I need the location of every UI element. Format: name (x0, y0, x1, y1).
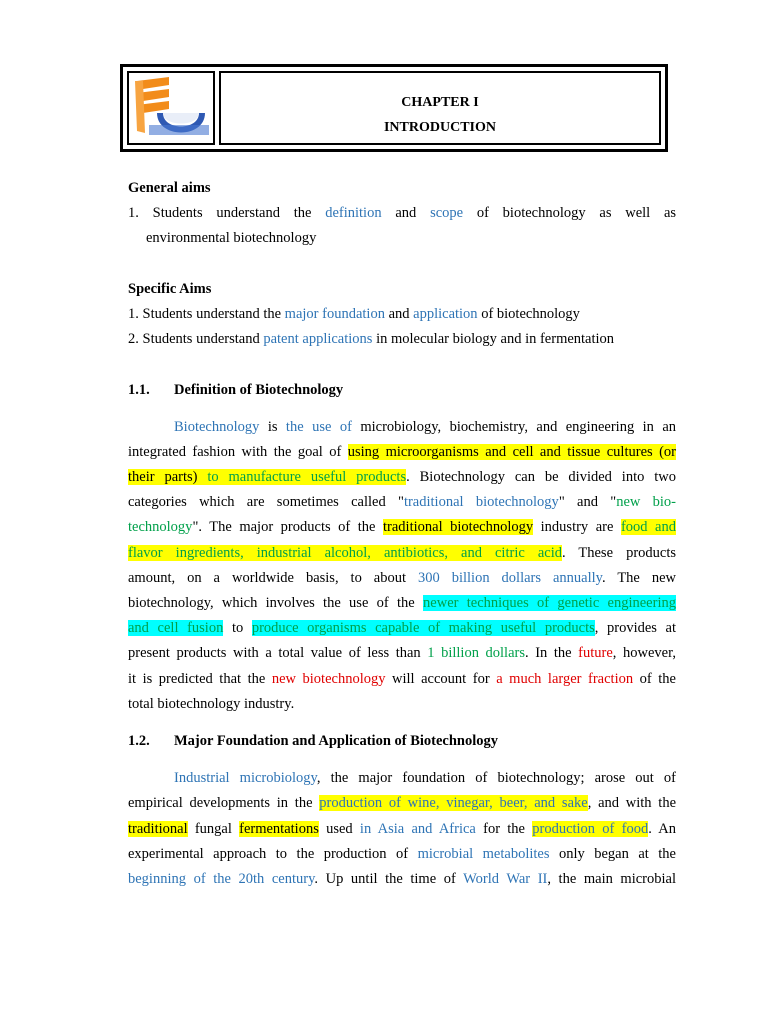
para-1-2-line: traditional fungal fermentations used in Asia and Africa for the production of food. An (128, 820, 676, 837)
general-aims-heading: General aims (128, 180, 211, 196)
para-1-1-line: and cell fusion to produce organisms capable of making useful products, provides at (128, 620, 677, 637)
chapter-header-box (120, 64, 668, 152)
para-1-1-line: technology". The major products of the traditional biotechnology industry are food and (128, 519, 676, 536)
para-1-2-line: experimental approach to the production of microbial metabolites only began at the (128, 845, 676, 862)
specific-aim-1: 1. Students understand the major foundation and application of biotechnology (128, 305, 580, 322)
specific-aims-heading: Specific Aims (128, 280, 212, 297)
para-1-1-line: categories which are sometimes called "traditional biotechnology" and "new bio- (128, 494, 676, 511)
para-1-1-line: their parts) to manufacture useful products. Biotechnology can be divided into two (128, 469, 676, 486)
para-1-1-line: biotechnology, which involves the use of the newer techniques of genetic engineering (128, 595, 676, 611)
institution-logo-icon (129, 73, 213, 143)
section-1-1-heading: 1.1. Definition of Biotechnology (128, 381, 344, 398)
para-1-1-line: integrated fashion with the goal of using microorganisms and cell and tissue cultures (or (128, 443, 676, 460)
para-1-1-line: flavor ingredients, industrial alcohol, antibiotics, and citric acid. These products (128, 544, 676, 561)
para-1-1-line: total biotechnology industry. (128, 695, 295, 712)
para-1-1-line: Biotechnology is the use of microbiology, biochemistry, and engineering in an (174, 418, 677, 435)
chapter-number: CHAPTER I (401, 95, 479, 110)
chapter-title: INTRODUCTION (383, 120, 496, 135)
general-aim-1-cont: environmental biotechnology (146, 230, 317, 247)
specific-aim-2: 2. Students understand patent applications in molecular biology and in fermentation (128, 331, 615, 348)
section-1-2-heading: 1.2. Major Foundation and Application of Biotechnology (128, 732, 499, 749)
document-body (128, 176, 676, 892)
para-1-2-line: Industrial microbiology, the major foundation of biotechnology; arose out of (174, 770, 676, 787)
logo-cell (127, 71, 215, 145)
chapter-title-cell (219, 71, 661, 145)
para-1-2-line: empirical developments in the production of wine, vinegar, beer, and sake, and with the (128, 795, 676, 812)
para-1-1-line: it is predicted that the new biotechnology will account for a much larger fraction of the (128, 670, 676, 687)
para-1-1-line: amount, on a worldwide basis, to about 300 billion dollars annually. The new (128, 569, 676, 586)
para-1-1-line: present products with a total value of less than 1 billion dollars. In the future, however, (128, 645, 676, 662)
general-aim-1: 1. Students understand the definition and scope of biotechnology as well as (128, 205, 677, 222)
para-1-2-line: beginning of the 20th century. Up until the time of World War II, the main microbial (128, 870, 676, 887)
